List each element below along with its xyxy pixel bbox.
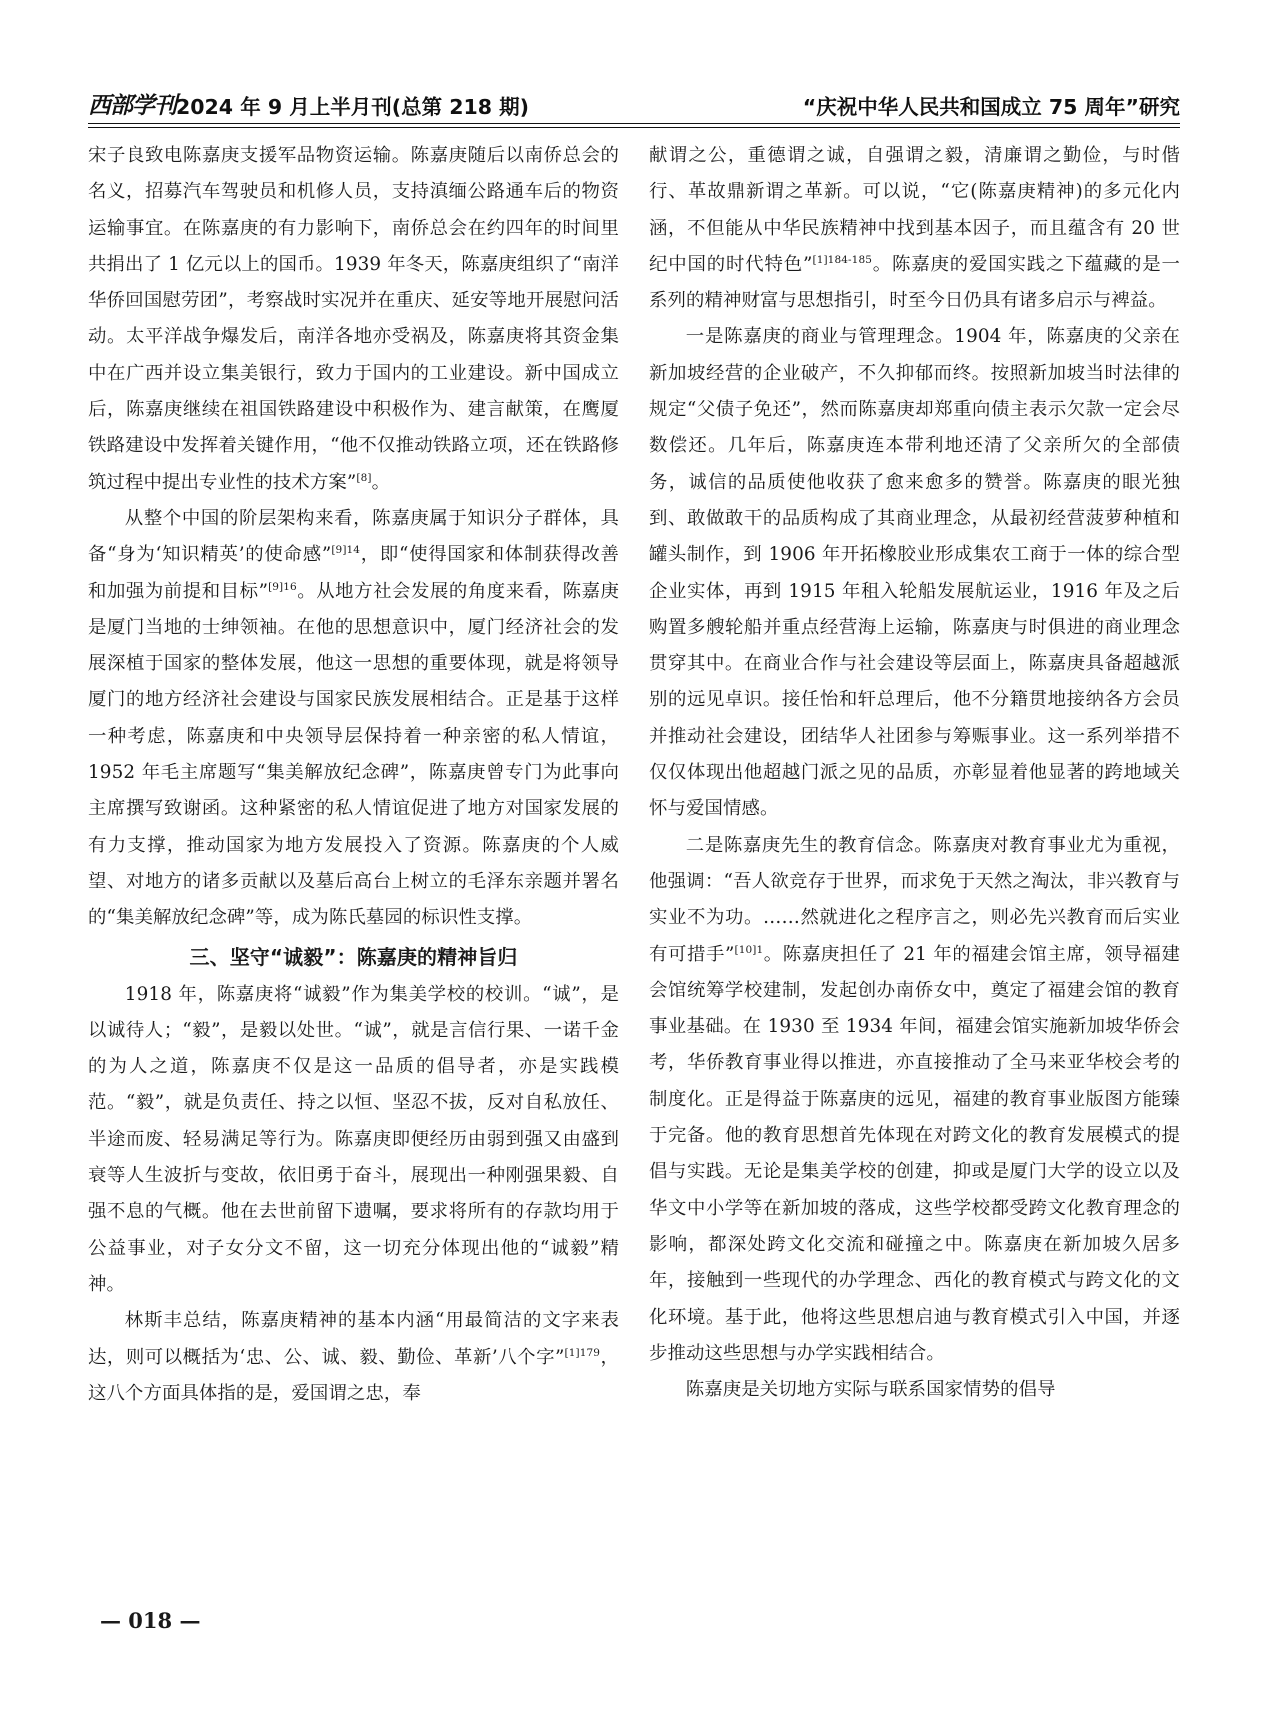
page-number: — 018 — (100, 1608, 201, 1633)
paragraph-local-national: 陈嘉庚是关切地方实际与联系国家情势的倡导 (685, 1379, 1056, 1401)
journal-name-logo: 西部学刊 (88, 92, 176, 119)
citation-1-179: [1]179 (564, 1346, 601, 1359)
paragraph-education-belief: 二是陈嘉庚先生的教育信念。陈嘉庚对教育事业尤为重视，他强调：“吾人欲竞存于世界，而求免于天然之淘汰，非兴教育与实业不为功。……然就进化之程序言之，则必先兴教育而后实业有可措手”$^{[10]1}$。陈嘉庚担任了 21 年的福建会馆主席，领导福建会馆统筹学校建制，发起创办南侨女中，奠定了福建会馆的教育事业基础。在 1930 至 1934 年间，福建会馆实施新加坡华侨会考，华侨教育事业得以推进，亦直接推动了全马来亚华校会考的制度化。正是得益于陈嘉庚的远见，福建的教育事业版图方能臻于完备。他的教育思想首先体现在对跨文化的教育发展模式的提倡与实践。无论是集美学校的创建，抑或是厦门大学的设立以及华文中小学等在新加坡的落成，这些学校都受跨文化教育理念的影响，都深处跨文化交流和碰撞之中。陈嘉庚在新加坡久居多年，接触到一些现代的办学理念、西化的教育模式与跨文化的文化环境。基于此，他将这些思想启迪与教育模式引入中国，并逐步推动这些思想与办学实践相结合。 (649, 834, 1180, 1364)
right-column (649, 138, 1180, 1408)
column-title: “庆祝中华人民共和国成立 75 周年”研究 (802, 95, 1180, 119)
paragraph-class-structure: 从整个中国的阶层架构来看，陈嘉庚属于知识分子群体，具备“身为‘知识精英’的使命感”$^{[9]14}$，即“使得国家和体制获得改善和加强为前提和目标”$^{[9]16}$。从地方社会发展的角度来看，陈嘉庚是厦门当地的士绅领袖。在他的思想意识中，厦门经济社会的发展深植于国家的整体发展，他这一思想的重要体现，就是将领导厦门的地方经济社会建设与国家民族发展相结合。正是基于这样一种考虑，陈嘉庚和中央领导层保持着一种亲密的私人情谊，1952 年毛主席题写“集美解放纪念碑”，陈嘉庚曾专门为此事向主席撰写致谢函。这种紧密的私人情谊促进了地方对国家发展的有力支撑，推动国家为地方发展投入了资源。陈嘉庚的个人威望、对地方的诸多贡献以及墓后高台上树立的毛泽东亲题并署名的“集美解放纪念碑”等，成为陈氏墓园的标识性支撑。 (88, 507, 619, 929)
header-left (88, 87, 529, 120)
paragraph-continued-right: 献谓之公，重德谓之诚，自强谓之毅，清廉谓之勤俭，与时偕行、革故鼎新谓之革新。可以说，“它(陈嘉庚精神)的多元化内涵，不但能从中华民族精神中找到基本因子，而且蕴含有 20 世纪中国的时代特色”$^{[1]184-185}$。陈嘉庚的爱国实践之下蕴藏的是一系列的精神财富与思想指引，时至今日仍具有诸多启示与裨益。 (649, 145, 1180, 312)
citation-8: [8] (356, 471, 372, 484)
left-column (88, 138, 619, 1412)
issue-info: 2024 年 9 月上半月刊(总第 218 期) (176, 95, 530, 119)
citation-10-1: [10]1 (734, 943, 764, 956)
header-rule (88, 123, 1180, 124)
running-header (88, 84, 1180, 120)
citation-1-184-185: [1]184-185 (812, 253, 873, 266)
citation-9-14: [9]14 (331, 544, 361, 557)
citation-9-16: [9]16 (268, 580, 297, 593)
paragraph-continued: 宋子良致电陈嘉庚支援军品物资运输。陈嘉庚随后以南侨总会的名义，招募汽车驾驶员和机修人员，支持滇缅公路通车后的物资运输事宜。在陈嘉庚的有力影响下，南侨总会在约四年的时间里共捐出了 1 亿元以上的国币。1939 年冬天，陈嘉庚组织了“南洋华侨回国慰劳团”，考察战时实况并在重庆、延安等地开展慰问活动。太平洋战争爆发后，南洋各地亦受祸及，陈嘉庚将其资金集中在广西并设立集美银行，致力于国内的工业建设。新中国成立后，陈嘉庚继续在祖国铁路建设中积极作为、建言献策，在鹰厦铁路建设中发挥着关键作用，“他不仅推动铁路立项，还在铁路修筑过程中提出专业性的技术方案”[8]。 (88, 145, 619, 493)
header-rule-thin (88, 127, 1180, 128)
paragraph-spirit-summary: 林斯丰总结，陈嘉庚精神的基本内涵“用最简洁的文字来表达，则可以概括为‘忠、公、诚、毅、勤俭、革新’八个字”$^{[1]179}$，这八个方面具体指的是，爱国谓之忠，奉 (88, 1310, 619, 1404)
paragraph-school-motto: 1918 年，陈嘉庚将“诚毅”作为集美学校的校训。“诚”，是以诚待人；“毅”，是毅以处世。“诚”，就是言信行果、一诺千金的为人之道，陈嘉庚不仅是这一品质的倡导者，亦是实践模范。“毅”，就是负责任、持之以恒、坚忍不拔，反对自私放任、半途而废、轻易满足等行为。陈嘉庚即便经历由弱到强又由盛到衰等人生波折与变故，依旧勇于奋斗，展现出一种刚强果毅、自强不息的气概。他在去世前留下遗嘱，要求将所有的存款均用于公益事业，对子女分文不留，这一切充分体现出他的“诚毅”精神。 (88, 983, 619, 1295)
paragraph-business-philosophy: 一是陈嘉庚的商业与管理理念。1904 年，陈嘉庚的父亲在新加坡经营的企业破产，不久抑郁而终。按照新加坡当时法律的规定“父债子免还”，然而陈嘉庚却郑重向债主表示欠款一定会尽数偿还。几年后，陈嘉庚连本带利地还清了父亲所欠的全部债务，诚信的品质使他收获了愈来愈多的赞誉。陈嘉庚的眼光独到、敢做敢干的品质构成了其商业理念，从最初经营菠萝种植和罐头制作，到 1906 年开拓橡胶业形成集农工商于一体的综合型企业实体，再到 1915 年租入轮船发展航运业，1916 年及之后购置多艘轮船并重点经营海上运输，陈嘉庚与时俱进的商业理念贯穿其中。在商业合作与社会建设等层面上，陈嘉庚具备超越派别的远见卓识。接任怡和轩总理后，他不分籍贯地接纳各方会员并推动社会建设，团结华人社团参与筹赈事业。这一系列举措不仅仅体现出他超越门派之见的品质，亦彰显着他显著的跨地域关怀与爱国情感。 (649, 326, 1180, 820)
section-heading: 三、坚守“诚毅”：陈嘉庚的精神旨归 (189, 944, 518, 969)
